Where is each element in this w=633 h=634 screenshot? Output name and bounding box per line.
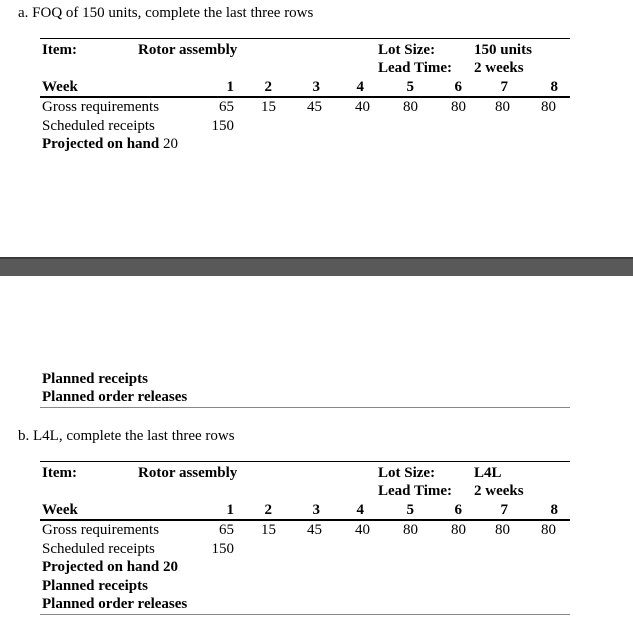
week-header: 6 — [454, 502, 462, 518]
lot-size-value: 150 units — [474, 42, 532, 58]
page-break — [0, 257, 633, 276]
gross-cell: 45 — [307, 522, 322, 538]
week-header: 5 — [406, 502, 414, 518]
table-a-bottom-rule — [40, 407, 570, 408]
gross-cell: 15 — [261, 522, 276, 538]
gross-cell: 80 — [541, 99, 556, 115]
week-label: Week — [42, 502, 78, 518]
gross-cell: 80 — [451, 522, 466, 538]
item-value: Rotor assembly — [138, 465, 238, 481]
week-header: 6 — [454, 79, 462, 95]
gross-cell: 80 — [403, 99, 418, 115]
scheduled-cell: 150 — [211, 541, 234, 557]
week-header: 7 — [500, 79, 508, 95]
gross-cell: 80 — [495, 522, 510, 538]
table-b-top-rule — [40, 461, 570, 462]
section-a-heading: a. FOQ of 150 units, complete the last three rows — [18, 5, 314, 21]
lead-time-label: Lead Time: — [378, 60, 453, 76]
gross-requirements-label: Gross requirements — [42, 99, 160, 115]
week-header: 7 — [500, 502, 508, 518]
week-header: 3 — [312, 79, 320, 95]
table-a-top-rule — [40, 38, 570, 39]
scheduled-receipts-label: Scheduled receipts — [42, 118, 155, 134]
week-header: 8 — [550, 79, 558, 95]
week-header: 3 — [312, 502, 320, 518]
projected-on-hand-label: Projected on hand — [42, 136, 160, 152]
planned-order-releases-label: Planned order releases — [42, 596, 188, 612]
lead-time-value: 2 weeks — [474, 60, 524, 76]
scheduled-receipts-label: Scheduled receipts — [42, 541, 155, 557]
week-header: 8 — [550, 502, 558, 518]
item-label: Item: — [42, 465, 77, 481]
lot-size-label: Lot Size: — [378, 465, 436, 481]
projected-on-hand-label: Projected on hand 20 — [42, 559, 178, 575]
item-value: Rotor assembly — [138, 42, 238, 58]
gross-cell: 40 — [355, 99, 370, 115]
scheduled-cell: 150 — [211, 118, 234, 134]
week-header: 2 — [264, 79, 272, 95]
gross-cell: 45 — [307, 99, 322, 115]
week-header: 4 — [356, 502, 364, 518]
projected-on-hand-value: 20 — [162, 136, 178, 152]
table-b-bottom-rule — [40, 614, 570, 615]
gross-cell: 80 — [541, 522, 556, 538]
gross-cell: 80 — [403, 522, 418, 538]
lead-time-label: Lead Time: — [378, 483, 453, 499]
planned-receipts-label: Planned receipts — [42, 371, 148, 387]
gross-cell: 40 — [355, 522, 370, 538]
gross-cell: 80 — [451, 99, 466, 115]
gross-cell: 15 — [261, 99, 276, 115]
gross-cell: 65 — [219, 522, 234, 538]
week-header: 2 — [264, 502, 272, 518]
planned-receipts-label: Planned receipts — [42, 578, 148, 594]
gross-cell: 65 — [219, 99, 234, 115]
week-header: 5 — [406, 79, 414, 95]
item-label: Item: — [42, 42, 77, 58]
lead-time-value: 2 weeks — [474, 483, 524, 499]
lot-size-value: L4L — [474, 465, 502, 481]
gross-cell: 80 — [495, 99, 510, 115]
week-header: 1 — [226, 502, 234, 518]
week-header: 1 — [226, 79, 234, 95]
projected-on-hand-row — [42, 135, 178, 153]
planned-order-releases-label: Planned order releases — [42, 389, 188, 405]
week-label: Week — [42, 79, 78, 95]
week-header: 4 — [356, 79, 364, 95]
gross-requirements-label: Gross requirements — [42, 522, 160, 538]
lot-size-label: Lot Size: — [378, 42, 436, 58]
section-b-heading: b. L4L, complete the last three rows — [18, 428, 235, 444]
